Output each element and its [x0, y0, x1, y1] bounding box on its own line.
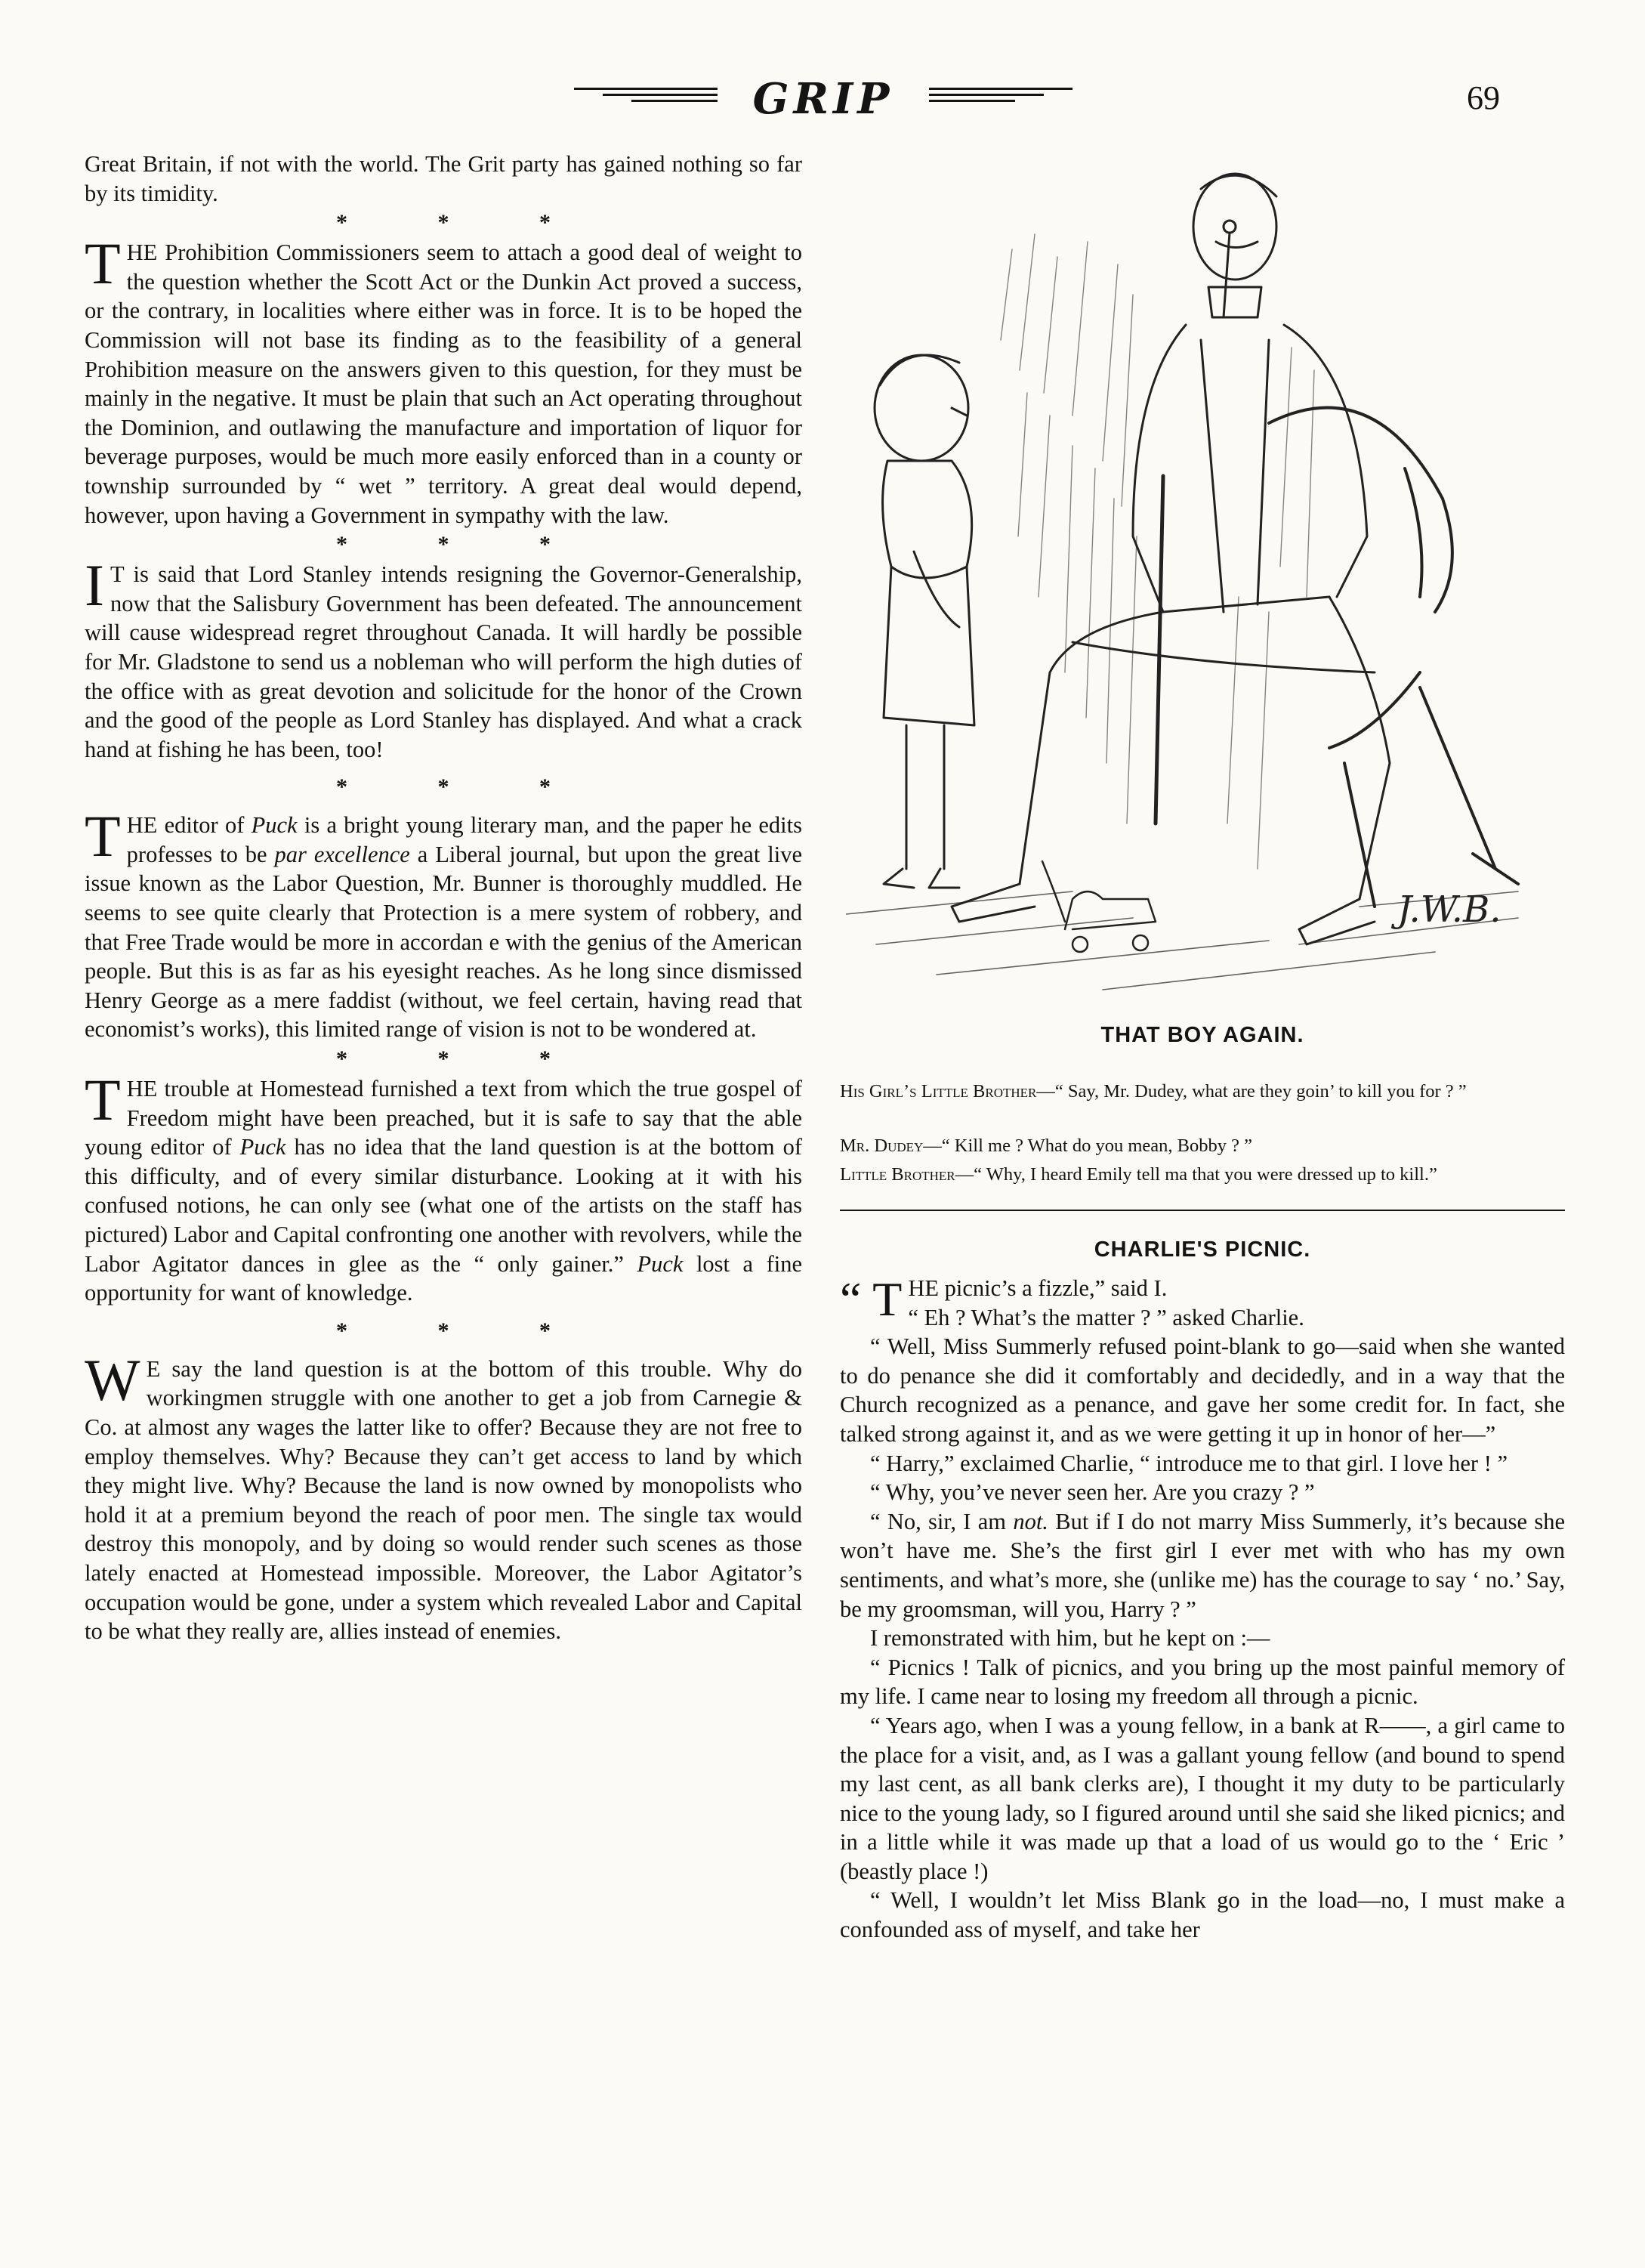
drop-cap: “ T: [840, 1272, 903, 1326]
section-divider-stars: * * *: [336, 210, 593, 236]
story-paragraph: “ Why, you’ve never seen her. Are you crazy ? ”: [870, 1479, 1315, 1506]
story-paragraph: “ Well, I wouldn’t let Miss Blank go in the load—no, I must make a confounded ass of myself, and take her: [840, 1887, 1565, 1943]
section-divider-stars: * * *: [336, 1318, 593, 1343]
page-number: 69: [1467, 79, 1500, 116]
paragraph-grit-party: Great Britain, if not with the world. The Grit party has gained nothing so far by its timidity.: [85, 151, 802, 206]
drop-cap: T: [85, 230, 121, 297]
chair-drawing: [1269, 408, 1518, 907]
drop-cap: T: [85, 1067, 121, 1133]
story-paragraph: “ No, sir, I am not. But if I do not marry Miss Summerly, it’s because she won’t have me. She’s the first girl I ever met with who has my own sentiments, and what’s more, she (unlike me) has the courage to say ‘ no.’ Say, be my groomsman, will you, Harry ? ”: [840, 1508, 1565, 1622]
story-paragraph: “ Picnics ! Talk of picnics, and you bring up the most painful memory of my life. I came near to losing my freedom all through a picnic.: [840, 1654, 1565, 1710]
story-paragraph: I remonstrated with him, but he kept on :—: [870, 1625, 1270, 1652]
paragraph-homestead: THE trouble at Homestead furnished a text from which the true gospel of Freedom might have been preached, but it is safe to say that the able young editor of Puck has no idea that the land question is at the bottom of this difficulty, and of every similar disturbance. Looking at it with his confused notions, he can only see (what one of the artists on the staff has pictured) Labor and Capital confronting one another with revolvers, while the Labor Agitator dances in glee as the “ only gainer.” Puck lost a fine opportunity for want of knowledge.: [85, 1067, 802, 1306]
cartoon-title: THAT BOY AGAIN.: [1100, 1023, 1304, 1047]
drop-cap: T: [85, 803, 121, 870]
drop-cap: I: [85, 552, 104, 619]
paragraph-puck-editor: THE editor of Puck is a bright young literary man, and the paper he edits professes to be par excellence a Liberal journal, but upon the great live issue known as the Labor Question, Mr. Bunner is thoroughly muddled. He seems to see quite clearly that Protection is a mere system of robbery, and that Free Trade would be more in accordan e with the genius of the American people. But this is as far as his eyesight reaches. As he long since dismissed Henry George as a mere faddist (without, we feel certain, having read that economist’s works), this limited range of vision is not to be wondered at.: [85, 803, 802, 1043]
paragraph-land-question: W E say the land question is at the bottom of this trouble. Why do workingmen struggle with one another to get a job from Carnegie & Co. at almost any wages the latter like to offer? Because they are not free to employ themselves. Why? Because they can’t get access to land by which they might live. Why? Because the land is now owned by monopolists who hold it at a premium beyond the reach of poor men. The single tax would destroy this monopoly, and by doing so would render such scenes as those lately enacted at Homestead impossible. Moreover, the Labor Agitator’s occupation would be gone, under a system which revealed Labor and Capital to be what they really are, allies instead of enemies.: [85, 1346, 802, 1645]
story-paragraph: “ Years ago, when I was a young fellow, in a bank at R——, a girl came to the place for a visit, and, as I was a gallant young fellow (and bound to spend my last cent, as all bank clerks are), I thought it my duty to be particularly nice to the young lady, so I figured around until she said she liked picnics; and in a little while it was made up that a load of us would go to the ‘ Eric ’ (beastly place !): [840, 1712, 1565, 1884]
paragraph-prohibition: THE Prohibition Commissioners seem to attach a good deal of weight to the question whether the Scott Act or the Dunkin Act proved a success, or the contrary, in localities where either was in force. It is to be hoped the Commission will not base its finding as to the feasibility of a general Prohibition measure on the answers given to this question, for they must be mainly in the negative. It must be plain that such an Act operating throughout the Dominion, and outlawing the manufacture and importation of liquor for beverage purposes, would be much more easily enforced than in a county or township surrounded by “ wet ” territory. A great deal would depend, however, upon having a Government in sympathy with the law.: [85, 230, 802, 528]
right-column: [840, 1239, 1565, 1945]
caption-line-2: Mr. Dudey—“ Kill me ? What do you mean, Bobby ? ”: [840, 1135, 1252, 1156]
boy-drawing: [875, 355, 974, 888]
magazine-title: GRIP: [752, 74, 894, 124]
toy-horse-drawing: [1042, 861, 1156, 952]
drop-cap: W: [85, 1346, 140, 1413]
artist-signature: J.W.B.: [1397, 888, 1501, 931]
paragraph-lord-stanley: I T is said that Lord Stanley intends resigning the Governor-Generalship, now that the Salisbury Government has been defeated. The announcement will cause widespread regret throughout Canada. It will hardly be possible for Mr. Gladstone to send us a nobleman who will perform the high duties of the office with as great devotion and solicitude for the honor of the Crown and the good of the people as Lord Stanley has displayed. And what a crack hand at fishing he has been, too!: [85, 552, 802, 762]
story-paragraph: “ Well, Miss Summerly refused point-blank to go—said when she wanted to do penance she did it comfortably and decidedly, and in a way that the Church recognized as a penance, and gave her some credit for. In fact, she talked strong against it, and as we were getting it up in honor of her—”: [840, 1333, 1565, 1447]
left-column: [85, 150, 802, 1646]
caption-line-1: His Girl’s Little Brother—“ Say, Mr. Dudey, what are they goin’ to kill you for ? ”: [840, 1080, 1467, 1102]
seated-man-drawing: [952, 174, 1390, 944]
section-divider-stars: * * *: [336, 532, 593, 558]
section-rule: [840, 1210, 1565, 1211]
story-paragraph: “ T HE picnic’s a fizzle,” said I.: [840, 1272, 1168, 1326]
story-paragraph: “ Eh ? What’s the matter ? ” asked Charlie.: [908, 1304, 1304, 1330]
story-title: CHARLIE'S PICNIC.: [1094, 1238, 1311, 1262]
masthead-rule-right: [929, 88, 1072, 110]
caption-line-3: Little Brother—“ Why, I heard Emily tell ma that you were dressed up to kill.”: [840, 1163, 1437, 1185]
section-divider-stars: * * *: [336, 774, 593, 800]
section-divider-stars: * * *: [336, 1046, 593, 1072]
story-paragraph: “ Harry,” exclaimed Charlie, “ introduce me to that girl. I love her ! ”: [870, 1450, 1508, 1476]
cartoon-drawing: [846, 144, 1526, 1035]
masthead: [574, 73, 1072, 133]
cartoon-illustration: [846, 144, 1526, 1035]
